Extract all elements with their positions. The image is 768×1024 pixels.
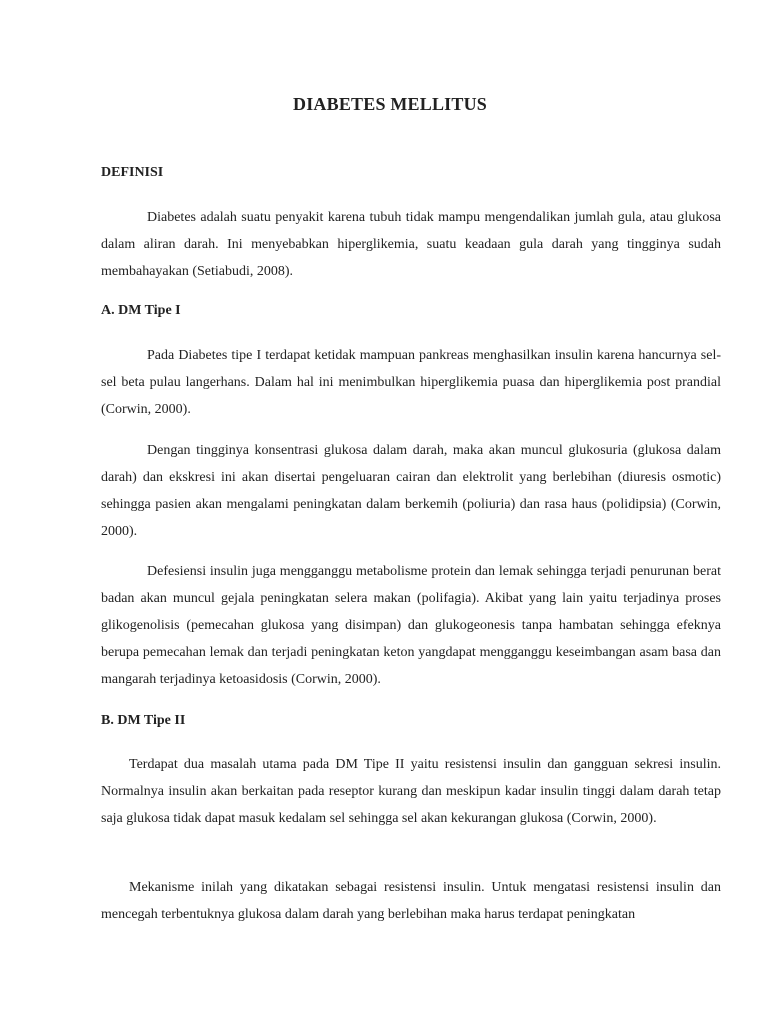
section-heading-dm-tipe-2: B. DM Tipe II [101,713,186,728]
section-heading-definisi: DEFINISI [101,165,164,180]
paragraph-dm-tipe-1-2: Dengan tingginya konsentrasi glukosa dalam darah, maka akan muncul glukosuria (glukosa dalam darah) dan ekskresi ini akan disertai pengeluaran cairan dan elektrolit yang berlebihan (diuresis osmotic) sehingga pasien akan mengalami peningkatan dalam berkemih (poliuria) dan rasa haus (polidipsia) (Corwin, 2000). [101,443,721,539]
paragraph-dm-tipe-1-3: Defesiensi insulin juga mengganggu metabolisme protein dan lemak sehingga terjadi penurunan berat badan akan muncul gejala peningkatan selera makan (polifagia). Akibat yang lain yaitu terjadinya proses glikogenolisis (pemecahan glukosa yang disimpan) dan glukogeonesis tanpa hambatan sehingga efeknya berupa pemecahan lemak dan terjadi peningkatan keton yangdapat mengganggu keseimbangan asam basa dan mangarah terjadinya ketoasidosis (Corwin, 2000). [101,564,721,687]
document-title: DIABETES MELLITUS [293,94,487,114]
paragraph-dm-tipe-2-1: Terdapat dua masalah utama pada DM Tipe II yaitu resistensi insulin dan gangguan sekresi insulin. Normalnya insulin akan berkaitan pada reseptor kurang dan meskipun kadar insulin tinggi dalam darah tetap saja glukosa tidak dapat masuk kedalam sel sehingga sel akan kekurangan glukosa (Corwin, 2000). [101,757,721,826]
paragraph-definisi-1: Diabetes adalah suatu penyakit karena tubuh tidak mampu mengendalikan jumlah gula, atau glukosa dalam aliran darah. Ini menyebabkan hiperglikemia, suatu keadaan gula darah yang tingginya sudah membahayakan (Setiabudi, 2008). [101,210,721,279]
section-heading-dm-tipe-1: A. DM Tipe I [101,303,181,318]
paragraph-dm-tipe-2-2: Mekanisme inilah yang dikatakan sebagai resistensi insulin. Untuk mengatasi resistensi insulin dan mencegah terbentuknya glukosa dalam darah yang berlebihan maka harus terdapat peningkatan [101,880,721,922]
paragraph-dm-tipe-1-1: Pada Diabetes tipe I terdapat ketidak mampuan pankreas menghasilkan insulin karena hancurnya sel-sel beta pulau langerhans. Dalam hal ini menimbulkan hiperglikemia puasa dan hiperglikemia post prandial (Corwin, 2000). [101,348,721,417]
